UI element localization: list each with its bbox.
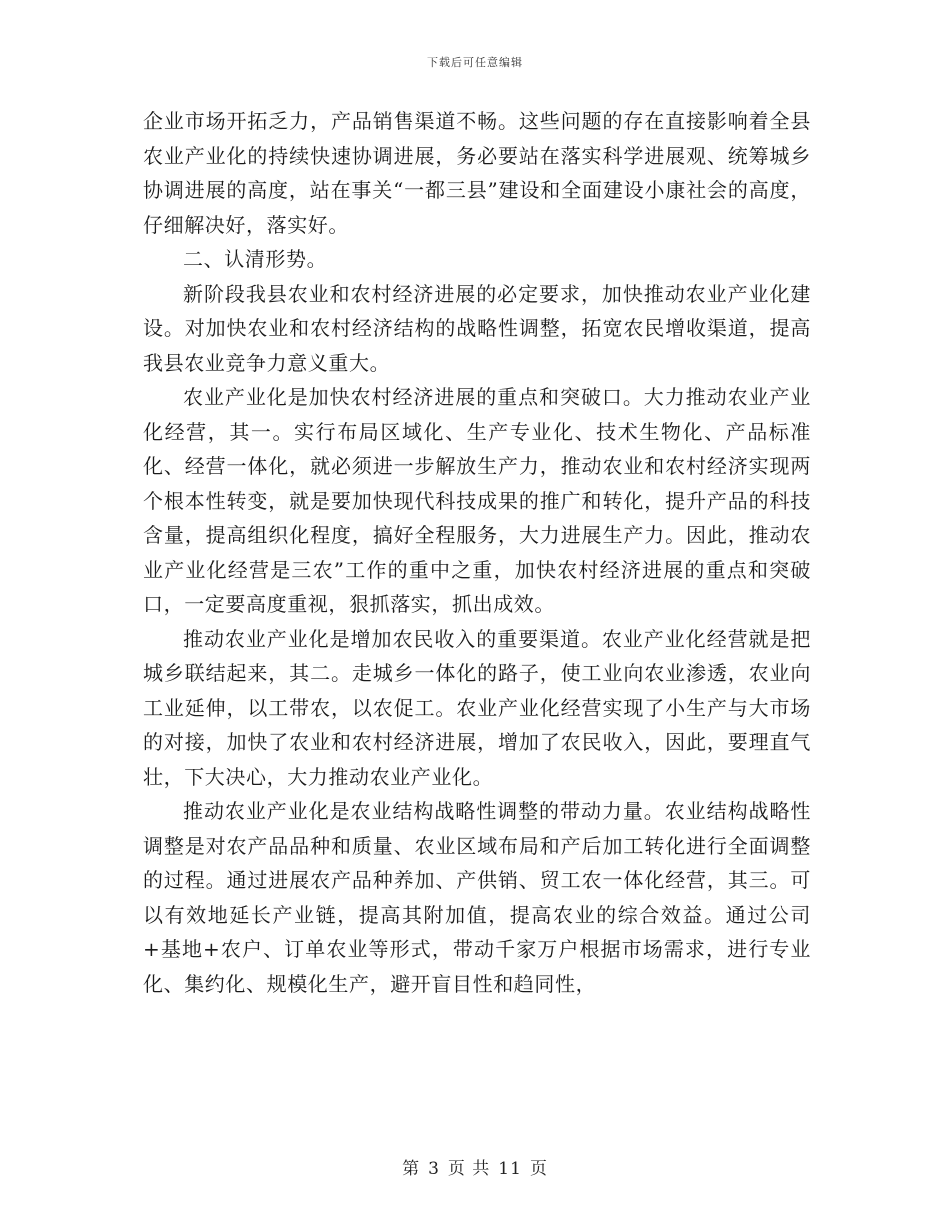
paragraph-continued: 企业市场开拓乏力，产品销售渠道不畅。这些问题的存在直接影响着全县农业产业化的持续快速协调进展，务必要站在落实科学进展观、统筹城乡协调进展的高度，站在事关“一都三县”建设和全面建设小康社会的高度，仔细解决好，落实好。 <box>143 109 811 237</box>
footer-prefix: 第 <box>402 1159 421 1179</box>
paragraph: 农业产业化是加快农村经济进展的重点和突破口。大力推动农业产业化经营，其一。实行布局区域化、生产专业化、技术生物化、产品标准化、经营一体化，就必须进一步解放生产力，推动农业和农村经济实现两个根本性转变，就是要加快现代科技成果的推广和转化，提升产品的科技含量，提高组织化程度，搞好全程服务，大力进展生产力。因此，推动农业产业化经营是三农”工作的重中之重，加快农村经济进展的重点和突破口，一定要高度重视，狠抓落实，抓出成效。 <box>143 385 811 616</box>
document-body <box>143 104 811 1001</box>
footer-mid: 页 共 <box>447 1159 491 1179</box>
paragraph: 推动农业产业化是农业结构战略性调整的带动力量。农业结构战略性调整是对农产品品种和质量、农业区域布局和产后加工转化进行全面调整的过程。通过进展农产品种养加、产供销、贸工农一体化经营，其三。可以有效地延长产业链，提高其附加值，提高农业的综合效益。通过公司+基地+农户、订单农业等形式，带动千家万户根据市场需求，进行专业化、集约化、规模化生产，避开盲目性和趋同性， <box>143 799 811 996</box>
section-heading: 二、认清形势。 <box>183 247 328 271</box>
total-pages: 11 <box>498 1159 522 1179</box>
paragraph: 推动农业产业化是增加农民收入的重要渠道。农业产业化经营就是把城乡联结起来，其二。走城乡一体化的路子，使工业向农业渗透，农业向工业延伸，以工带农，以农促工。农业产业化经营实现了小生产与大市场的对接，加快了农业和农村经济进展，增加了农民收入，因此，要理直气壮，下大决心，大力推动农业产业化。 <box>143 626 811 789</box>
paragraph: 新阶段我县农业和农村经济进展的必定要求，加快推动农业产业化建设。对加快农业和农村经济结构的战略性调整，拓宽农民增收渠道，提高我县农业竞争力意义重大。 <box>143 281 811 375</box>
page-footer <box>0 1154 950 1179</box>
page-header: 下载后可任意编辑 <box>427 56 523 69</box>
footer-suffix: 页 <box>529 1159 548 1179</box>
page-number: 3 <box>428 1159 440 1179</box>
